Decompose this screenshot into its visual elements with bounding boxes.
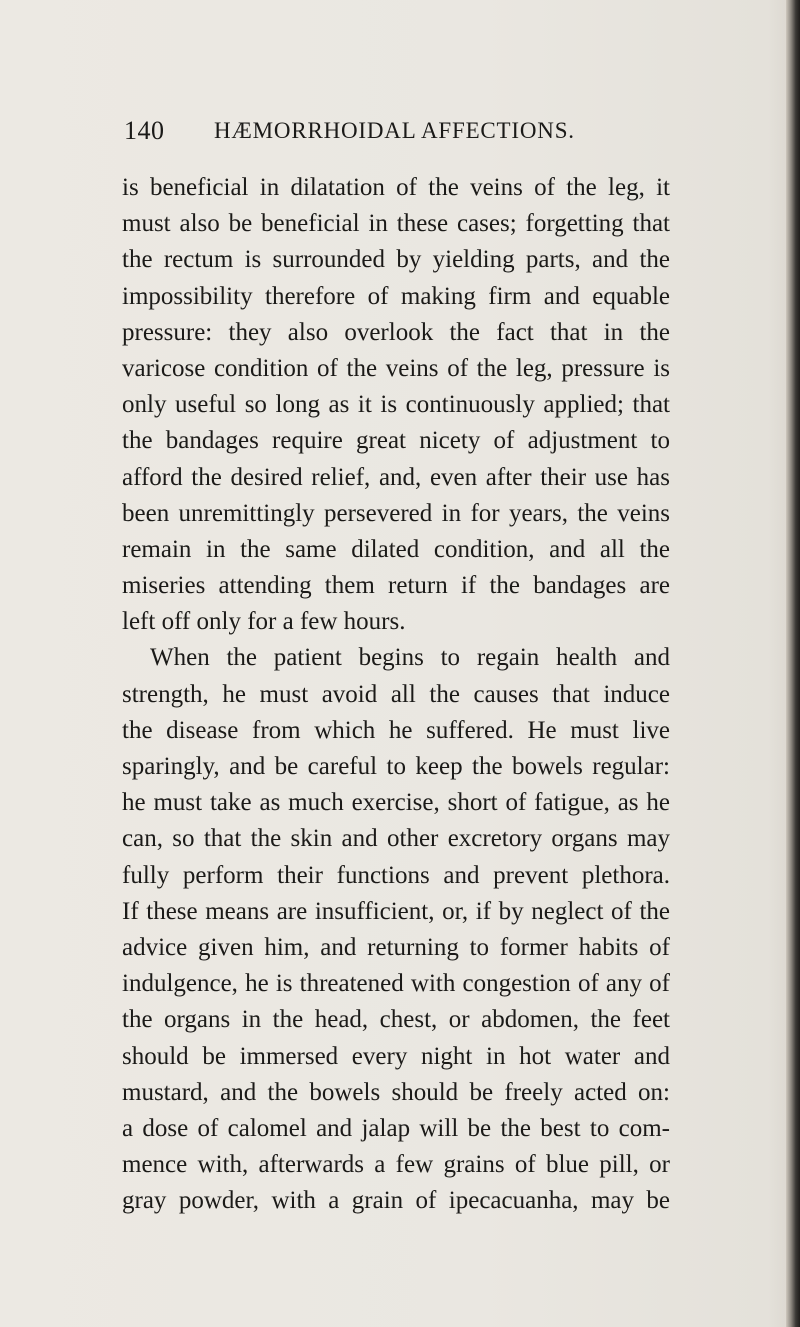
text-line: varicose condition of the veins of the leg, pressure is [122,354,670,382]
text-line: sparingly, and be careful to keep the bowels regular: [122,753,670,780]
text-line: impossibility therefore of making firm and equable [122,282,670,310]
text-line: should be immersed every night in hot water and [122,1042,670,1070]
text-line: been unremittingly persevered in for years, the veins [122,499,670,527]
text-line: is beneficial in dilatation of the veins of the leg, it [122,174,670,201]
text-line: mustard, and the bowels should be freely acted on: [122,1078,670,1106]
page-edge [786,0,800,1327]
page-header [124,116,664,156]
text-line: the disease from which he suffered. He must live [122,716,670,744]
text-line: If these means are insufficient, or, if by neglect of the [122,897,670,925]
text-line: a dose of calomel and jalap will be the best to com- [122,1114,670,1142]
text-line: the bandages require great nicety of adjustment to [122,427,670,455]
text-line: strength, he must avoid all the causes that induce [122,680,670,708]
text-line: mence with, afterwards a few grains of blue pill, or [122,1151,670,1179]
text-line: only useful so long as it is continuously applied; that [122,391,670,419]
text-line: afford the desired relief, and, even after their use has [122,463,670,491]
paragraph-start-line: When the patient begins to regain health and [150,644,670,672]
text-line: miseries attending them return if the bandages are [122,572,670,600]
text-line: pressure: they also overlook the fact that in the [122,318,670,346]
text-line: can, so that the skin and other excretory organs may [122,825,670,853]
text-line: he must take as much exercise, short of fatigue, as he [122,789,670,817]
text-line: the organs in the head, chest, or abdomen, the feet [122,1006,670,1034]
body-text [122,170,670,1219]
paragraph-end-line: left off only for a few hours. [122,608,406,636]
text-line: gray powder, with a grain of ipecacuanha, may be [122,1187,670,1215]
text-line: the rectum is surrounded by yielding parts, and the [122,246,670,274]
text-line: remain in the same dilated condition, and all the [122,535,670,563]
text-line: indulgence, he is threatened with congestion of any of [122,970,670,998]
running-head: HÆMORRHOIDAL AFFECTIONS. [214,118,575,143]
text-line: must also be beneficial in these cases; forgetting that [122,210,670,238]
page-number: 140 [124,116,165,145]
text-line: fully perform their functions and prevent plethora. [122,861,670,889]
text-line: advice given him, and returning to former habits of [122,933,670,961]
